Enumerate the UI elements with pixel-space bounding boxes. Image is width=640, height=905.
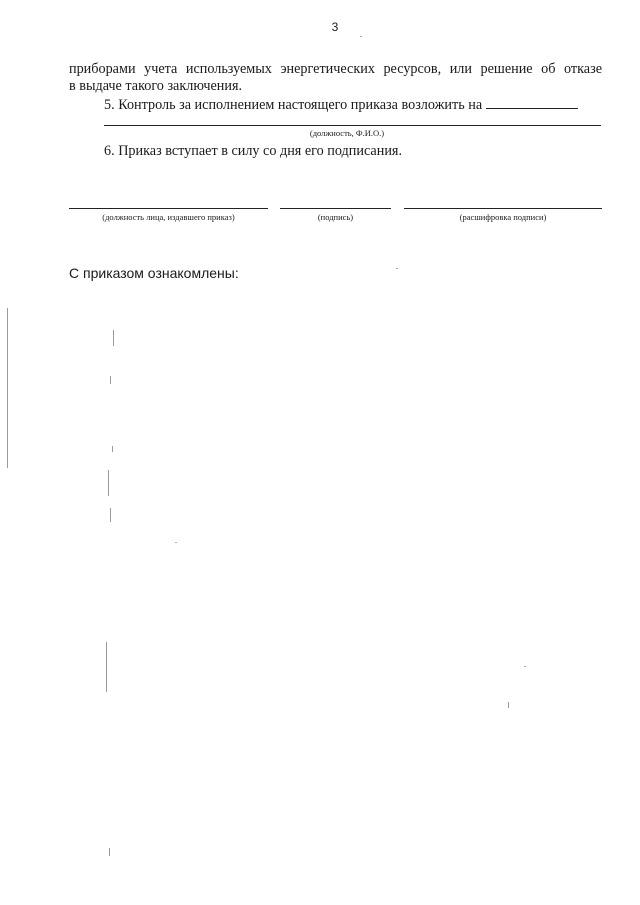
scan-artifact	[109, 848, 110, 856]
item-5-caption: (должность, Ф.И.О.)	[309, 128, 385, 138]
scan-artifact	[110, 376, 111, 384]
scan-artifact	[508, 702, 509, 708]
position-caption: (должность лица, издавшего приказ)	[102, 212, 235, 222]
continued-paragraph-line2: в выдаче такого заключения.	[69, 78, 243, 94]
scan-artifact	[106, 642, 107, 692]
item-6: 6. Приказ вступает в силу со дня его подписания.	[104, 143, 402, 159]
signature-caption: (подпись)	[317, 212, 354, 222]
continued-paragraph-line1: приборами учета используемых энергетических ресурсов, или решение об отказе	[69, 61, 602, 77]
scan-artifact	[108, 470, 109, 496]
decoding-line	[404, 208, 602, 209]
scan-artifact	[110, 508, 111, 522]
item-5-text: 5. Контроль за исполнением настоящего приказа возложить на	[104, 97, 483, 113]
scan-artifact	[360, 36, 362, 37]
scan-artifact	[524, 666, 526, 667]
position-signature-line	[69, 208, 268, 209]
scan-artifact	[396, 268, 398, 269]
scan-artifact	[175, 542, 177, 543]
scan-artifact	[112, 446, 113, 452]
item-5-blank	[486, 96, 578, 109]
scan-artifact-left-edge	[7, 308, 8, 468]
item-5	[104, 96, 578, 114]
page-number: 3	[331, 20, 339, 34]
decoding-caption: (расшифровка подписи)	[459, 212, 547, 222]
acquainted-heading: С приказом ознакомлены:	[69, 265, 239, 281]
signature-line	[280, 208, 391, 209]
scan-artifact	[113, 330, 114, 346]
item-5-fill-line	[104, 125, 601, 126]
